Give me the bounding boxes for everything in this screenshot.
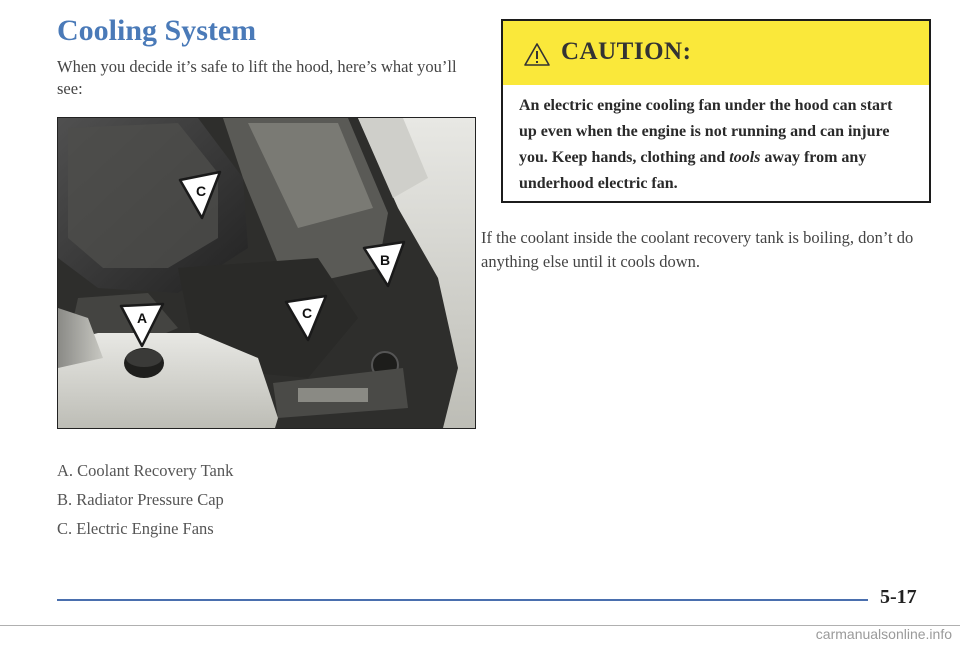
caution-box — [501, 19, 931, 203]
legend-item-b: B. Radiator Pressure Cap — [57, 490, 224, 509]
caution-body-text-2: away from any underhood electric fan. — [519, 149, 867, 192]
legend-item-a: A. Coolant Recovery Tank — [57, 461, 234, 480]
engine-photo — [57, 117, 476, 429]
footer-rule — [57, 599, 868, 601]
caution-body — [503, 85, 929, 197]
caution-header — [503, 21, 929, 85]
page-number: 5-17 — [880, 586, 917, 608]
marker-label-a: A — [136, 310, 148, 326]
marker-label-b: B — [379, 252, 391, 268]
legend-list — [57, 456, 233, 543]
watermark: carmanualsonline.info — [815, 626, 952, 642]
marker-label-c-top: C — [195, 183, 207, 199]
legend-item-c: C. Electric Engine Fans — [57, 519, 214, 538]
page-title: Cooling System — [57, 14, 257, 47]
intro-paragraph: When you decide it’s safe to lift the hood, here’s what you’ll see: — [57, 57, 457, 98]
marker-label-c-bottom: C — [301, 305, 313, 321]
warning-triangle-icon — [523, 42, 551, 67]
caution-body-emphasis: tools — [729, 149, 761, 166]
coolant-boiling-paragraph: If the coolant inside the coolant recovery tank is boiling, don’t do anything else until it cools down. — [481, 228, 914, 271]
caution-body-text-1: An electric engine cooling fan under the hood can start up even when the engine is not running and can injure you. Keep hands, clothing and — [519, 97, 893, 166]
caution-title: CAUTION: — [561, 38, 692, 65]
